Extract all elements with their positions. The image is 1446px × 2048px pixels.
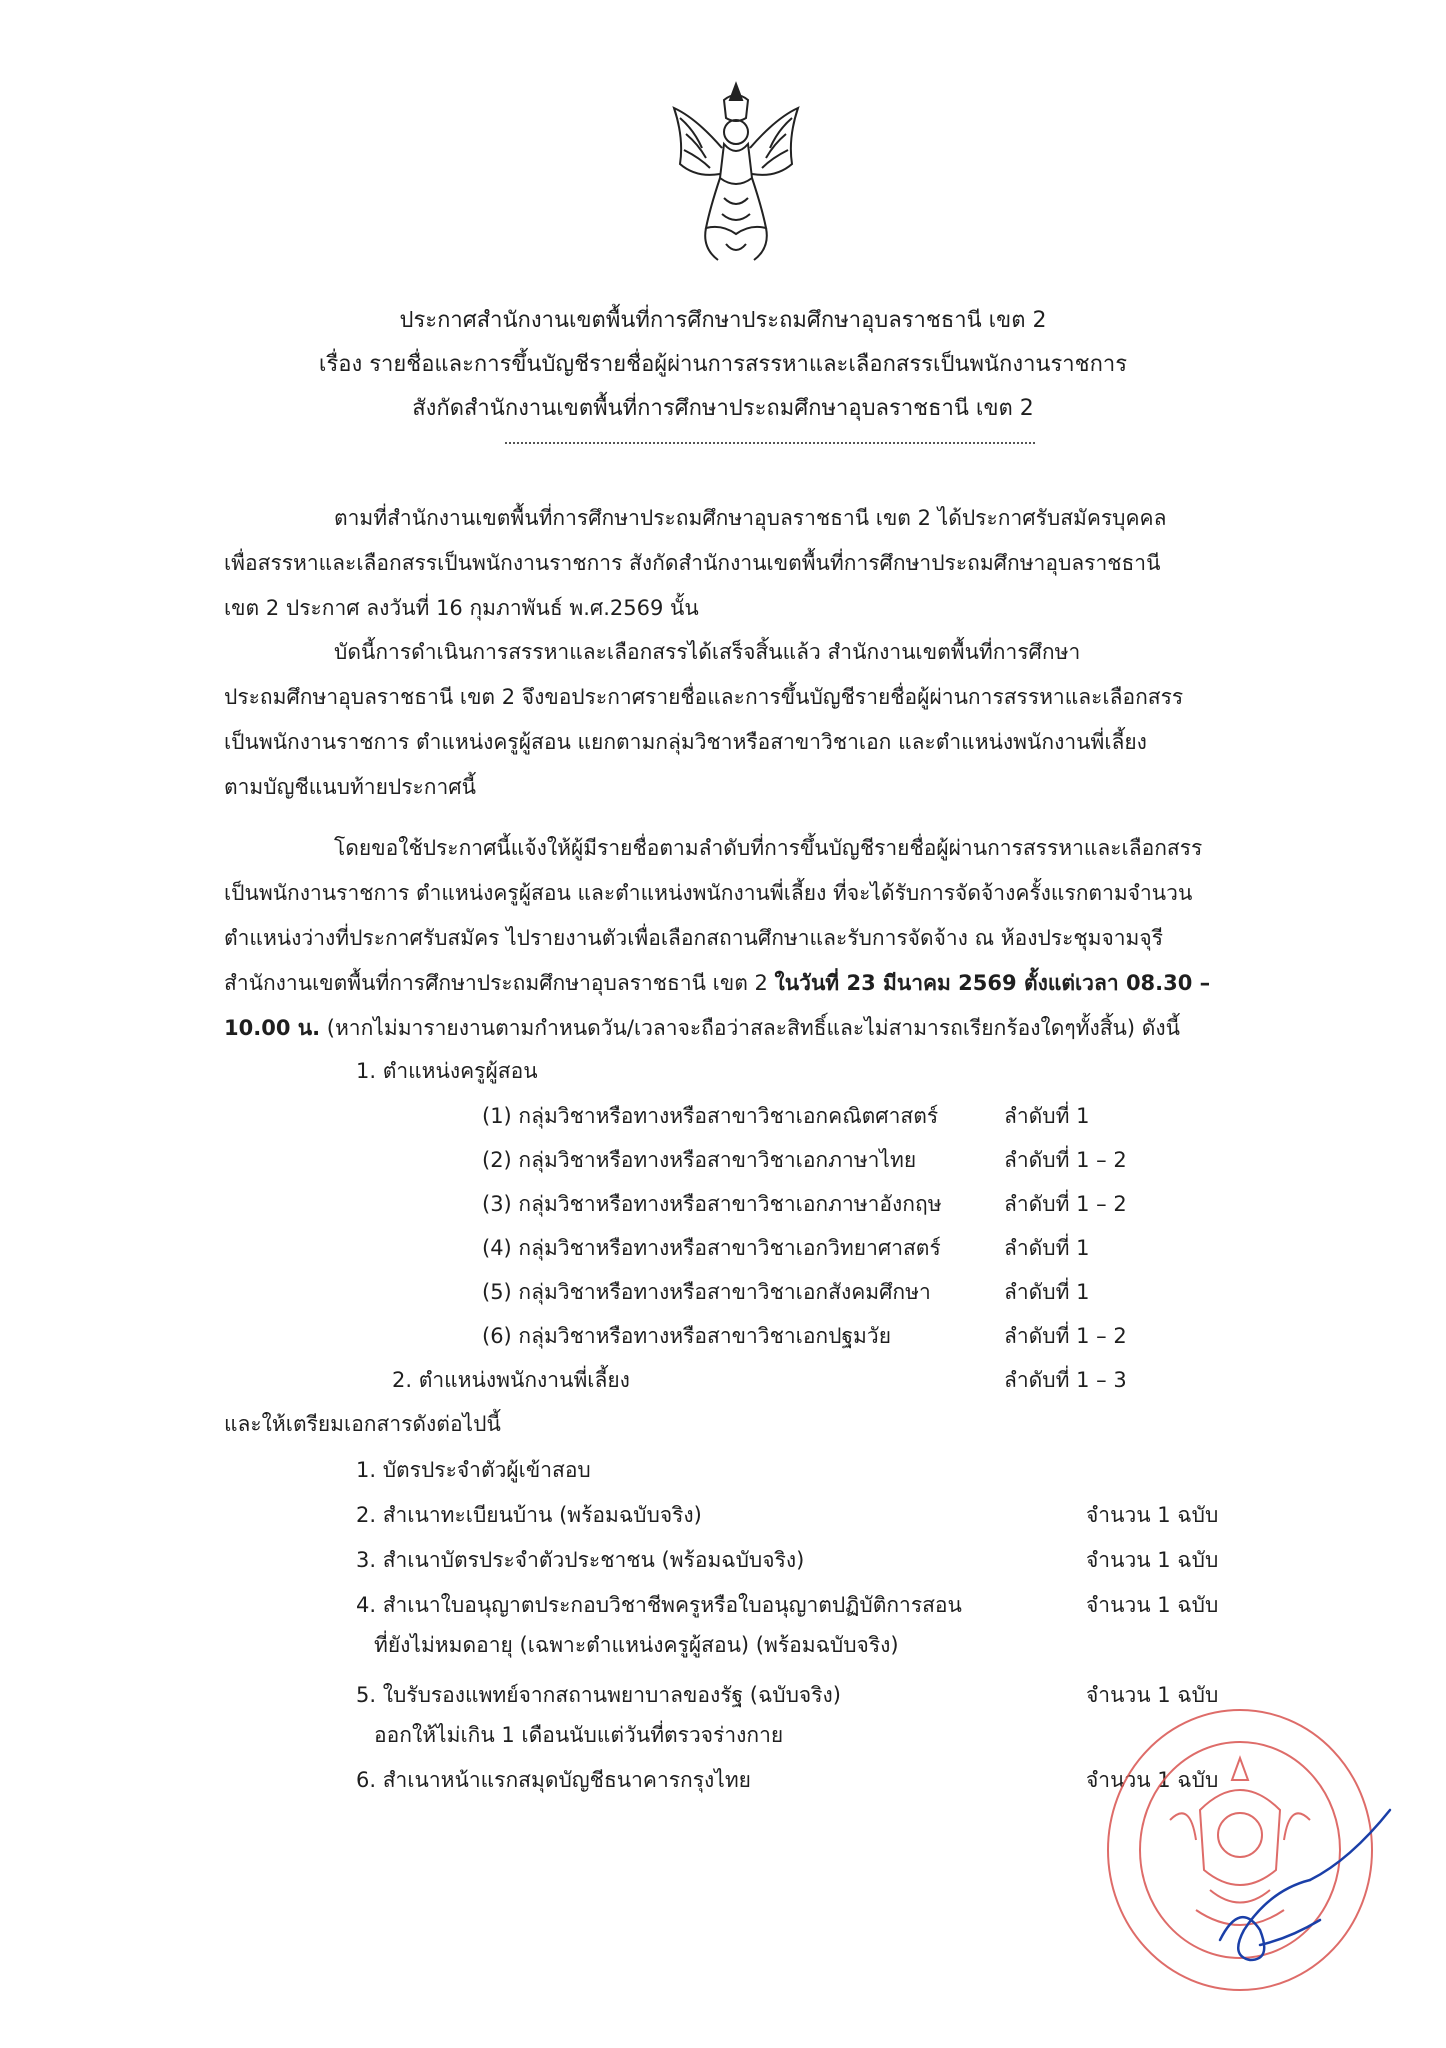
document-item-continued: ที่ยังไม่หมดอายุ (เฉพาะตำแหน่งครูผู้สอน) (พร้อมฉบับจริง) — [374, 1633, 899, 1657]
paragraph-2-line: เป็นพนักงานราชการ ตำแหน่งครูผู้สอน แยกตามกลุ่มวิชาหรือสาขาวิชาเอก และตำแหน่งพนักงานพี่เลี้ยง — [224, 730, 1147, 754]
paragraph-3-line — [224, 1006, 1330, 1051]
document-item: 1. บัตรประจำตัวผู้เข้าสอบ — [356, 1458, 591, 1482]
document-item: 3. สำเนาบัตรประจำตัวประชาชน (พร้อมฉบับจริง) — [356, 1548, 805, 1572]
documents-intro: และให้เตรียมเอกสารดังต่อไปนี้ — [224, 1412, 501, 1436]
announcement-affiliation: สังกัดสำนักงานเขตพื้นที่การศึกษาประถมศึกษาอุบลราชธานี เขต 2 — [412, 396, 1034, 421]
document-quantity: จำนวน 1 ฉบับ — [1086, 1548, 1219, 1572]
paragraph-1-line: เพื่อสรรหาและเลือกสรรเป็นพนักงานราชการ สังกัดสำนักงานเขตพื้นที่การศึกษาประถมศึกษาอุบลราชธานี — [224, 551, 1161, 575]
paragraph-2-line: ประถมศึกษาอุบลราชธานี เขต 2 จึงขอประกาศรายชื่อและการขึ้นบัญชีรายชื่อผู้ผ่านการสรรหาและเลือกสรร — [224, 685, 1184, 709]
subject-rank: ลำดับที่ 1 – 2 — [1004, 1324, 1127, 1348]
announcement-subject: เรื่อง รายชื่อและการขึ้นบัญชีรายชื่อผู้ผ่านการสรรหาและเลือกสรรเป็นพนักงานราชการ — [318, 352, 1128, 377]
document-item: 6. สำเนาหน้าแรกสมุดบัญชีธนาคารกรุงไทย — [356, 1768, 751, 1792]
paragraph-3 — [224, 826, 1330, 1051]
paragraph-2 — [224, 630, 1330, 810]
paragraph-1-line: เขต 2 ประกาศ ลงวันที่ 16 กุมภาพันธ์ พ.ศ.2569 นั้น — [224, 596, 699, 620]
caretaker-rank: ลำดับที่ 1 – 3 — [1004, 1368, 1127, 1392]
report-date-time: ในวันที่ 23 มีนาคม 2569 ตั้งแต่เวลา 08.30 – — [774, 971, 1211, 995]
subject-label: (6) กลุ่มวิชาหรือทางหรือสาขาวิชาเอกปฐมวัย — [482, 1324, 891, 1348]
subject-rank: ลำดับที่ 1 — [1004, 1280, 1090, 1304]
document-quantity: จำนวน 1 ฉบับ — [1086, 1503, 1219, 1527]
paragraph-3-line: ตำแหน่งว่างที่ประกาศรับสมัคร ไปรายงานตัวเพื่อเลือกสถานศึกษาและรับการจัดจ้าง ณ ห้องประชุมจามจุรี — [224, 926, 1163, 950]
subject-label: (1) กลุ่มวิชาหรือทางหรือสาขาวิชาเอกคณิตศาสตร์ — [482, 1104, 939, 1128]
document-item: 4. สำเนาใบอนุญาตประกอบวิชาชีพครูหรือใบอนุญาตปฏิบัติการสอน — [356, 1593, 962, 1617]
title-divider — [505, 442, 1035, 444]
caretaker-position-heading: 2. ตำแหน่งพนักงานพี่เลี้ยง — [392, 1368, 630, 1392]
document-quantity: จำนวน 1 ฉบับ — [1086, 1768, 1219, 1792]
venue-text: สำนักงานเขตพื้นที่การศึกษาประถมศึกษาอุบลราชธานี เขต 2 — [224, 971, 775, 995]
paragraph-3-line: โดยขอใช้ประกาศนี้แจ้งให้ผู้มีรายชื่อตามลำดับที่การขึ้นบัญชีรายชื่อผู้ผ่านการสรรหาและเลือกสรร — [334, 836, 1203, 860]
announcement-title: ประกาศสำนักงานเขตพื้นที่การศึกษาประถมศึกษาอุบลราชธานี เขต 2 — [399, 308, 1047, 333]
forfeit-note: (หากไม่มารายงานตามกำหนดวัน/เวลาจะถือว่าสละสิทธิ์และไม่สามารถเรียกร้องใดๆทั้งสิ้น) ดังนี้ — [320, 1016, 1181, 1040]
document-item: 5. ใบรับรองแพทย์จากสถานพยาบาลของรัฐ (ฉบับจริง) — [356, 1683, 841, 1707]
document-quantity: จำนวน 1 ฉบับ — [1086, 1593, 1219, 1617]
subject-rank: ลำดับที่ 1 – 2 — [1004, 1192, 1127, 1216]
paragraph-2-line: บัดนี้การดำเนินการสรรหาและเลือกสรรได้เสร็จสิ้นแล้ว สำนักงานเขตพื้นที่การศึกษา — [334, 640, 1081, 664]
subject-label: (2) กลุ่มวิชาหรือทางหรือสาขาวิชาเอกภาษาไทย — [482, 1148, 917, 1172]
subject-label: (4) กลุ่มวิชาหรือทางหรือสาขาวิชาเอกวิทยาศาสตร์ — [482, 1236, 941, 1260]
document-item: 2. สำเนาทะเบียนบ้าน (พร้อมฉบับจริง) — [356, 1503, 702, 1527]
teacher-position-heading: 1. ตำแหน่งครูผู้สอน — [356, 1059, 538, 1083]
subject-label: (3) กลุ่มวิชาหรือทางหรือสาขาวิชาเอกภาษาอังกฤษ — [482, 1192, 942, 1216]
paragraph-1 — [224, 496, 1330, 631]
report-end-time: 10.00 น. — [224, 1016, 321, 1040]
subject-rank: ลำดับที่ 1 — [1004, 1104, 1090, 1128]
signature-mark — [1200, 1770, 1410, 1980]
document-item-continued: ออกให้ไม่เกิน 1 เดือนนับแต่วันที่ตรวจร่างกาย — [374, 1723, 784, 1747]
paragraph-3-line — [224, 961, 1330, 1006]
paragraph-3-line: เป็นพนักงานราชการ ตำแหน่งครูผู้สอน และตำแหน่งพนักงานพี่เลี้ยง ที่จะได้รับการจัดจ้างครั้งแรกตามจำนวน — [224, 881, 1193, 905]
paragraph-2-line: ตามบัญชีแนบท้ายประกาศนี้ — [224, 775, 476, 799]
subject-rank: ลำดับที่ 1 – 2 — [1004, 1148, 1127, 1172]
subject-label: (5) กลุ่มวิชาหรือทางหรือสาขาวิชาเอกสังคมศึกษา — [482, 1280, 931, 1304]
subject-rank: ลำดับที่ 1 — [1004, 1236, 1090, 1260]
document-quantity: จำนวน 1 ฉบับ — [1086, 1683, 1219, 1707]
garuda-emblem-icon — [666, 78, 806, 268]
paragraph-1-line: ตามที่สำนักงานเขตพื้นที่การศึกษาประถมศึกษาอุบลราชธานี เขต 2 ได้ประกาศรับสมัครบุคคล — [334, 506, 1167, 530]
